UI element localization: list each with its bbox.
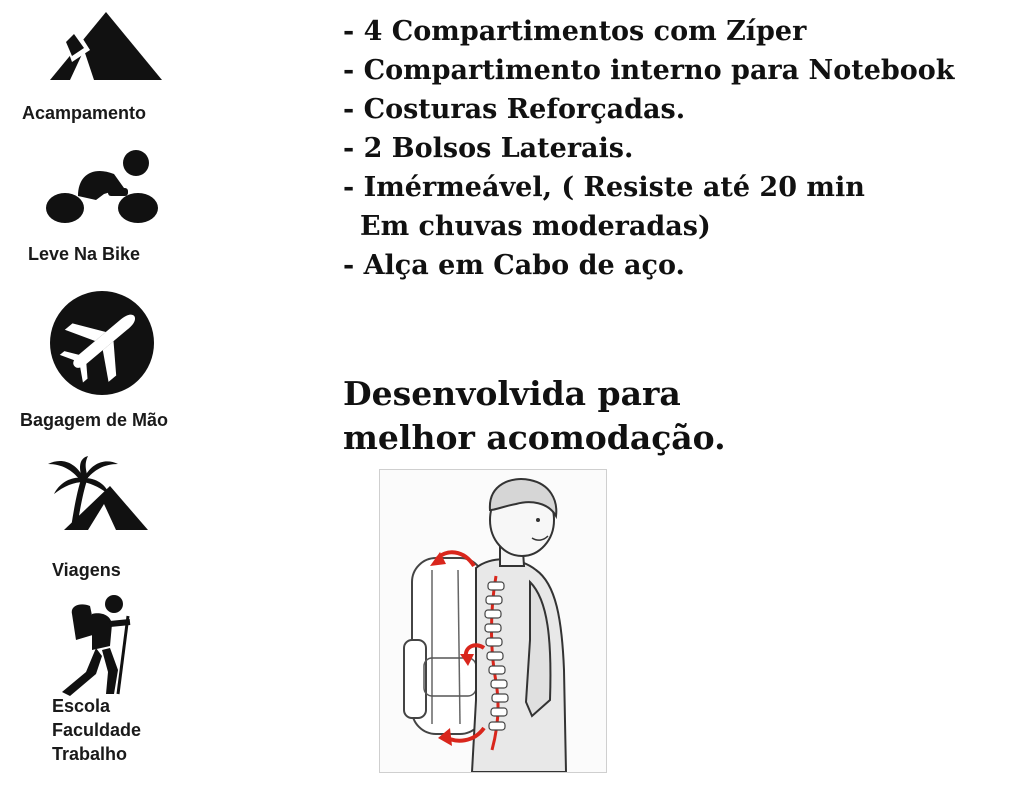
list-item: - 2 Bolsos Laterais. — [343, 133, 634, 164]
sidebar-item-label: Acampamento — [22, 103, 147, 123]
page-title — [343, 372, 726, 460]
list-item: - Costuras Reforçadas. — [343, 94, 686, 125]
palm-tree-icon — [44, 456, 150, 532]
hiker-icon — [56, 594, 138, 696]
sidebar-item-label: Trabalho — [52, 744, 128, 764]
airplane-icon — [49, 290, 155, 396]
list-item: - 4 Compartimentos com Zíper — [343, 16, 807, 47]
tent-icon — [44, 10, 166, 84]
list-item: - Compartimento interno para Notebook — [343, 55, 955, 86]
sidebar-item-label: Escola — [52, 696, 111, 716]
sidebar-item-label: Faculdade — [52, 720, 142, 740]
sidebar-item-label: Bagagem de Mão — [20, 410, 169, 430]
cyclist-icon — [44, 148, 160, 224]
feature-list — [343, 12, 955, 285]
sidebar-item-label: Viagens — [52, 560, 121, 580]
headline-line: melhor acomodação. — [343, 418, 726, 457]
list-item: - Alça em Cabo de aço. — [343, 250, 685, 281]
sidebar-item-label: Leve Na Bike — [28, 244, 141, 264]
backpack-posture-illustration — [379, 469, 607, 773]
list-item: - Imérmeável, ( Resiste até 20 min — [343, 172, 865, 203]
headline-line: Desenvolvida para — [343, 374, 681, 413]
list-item: Em chuvas moderadas) — [360, 211, 711, 242]
